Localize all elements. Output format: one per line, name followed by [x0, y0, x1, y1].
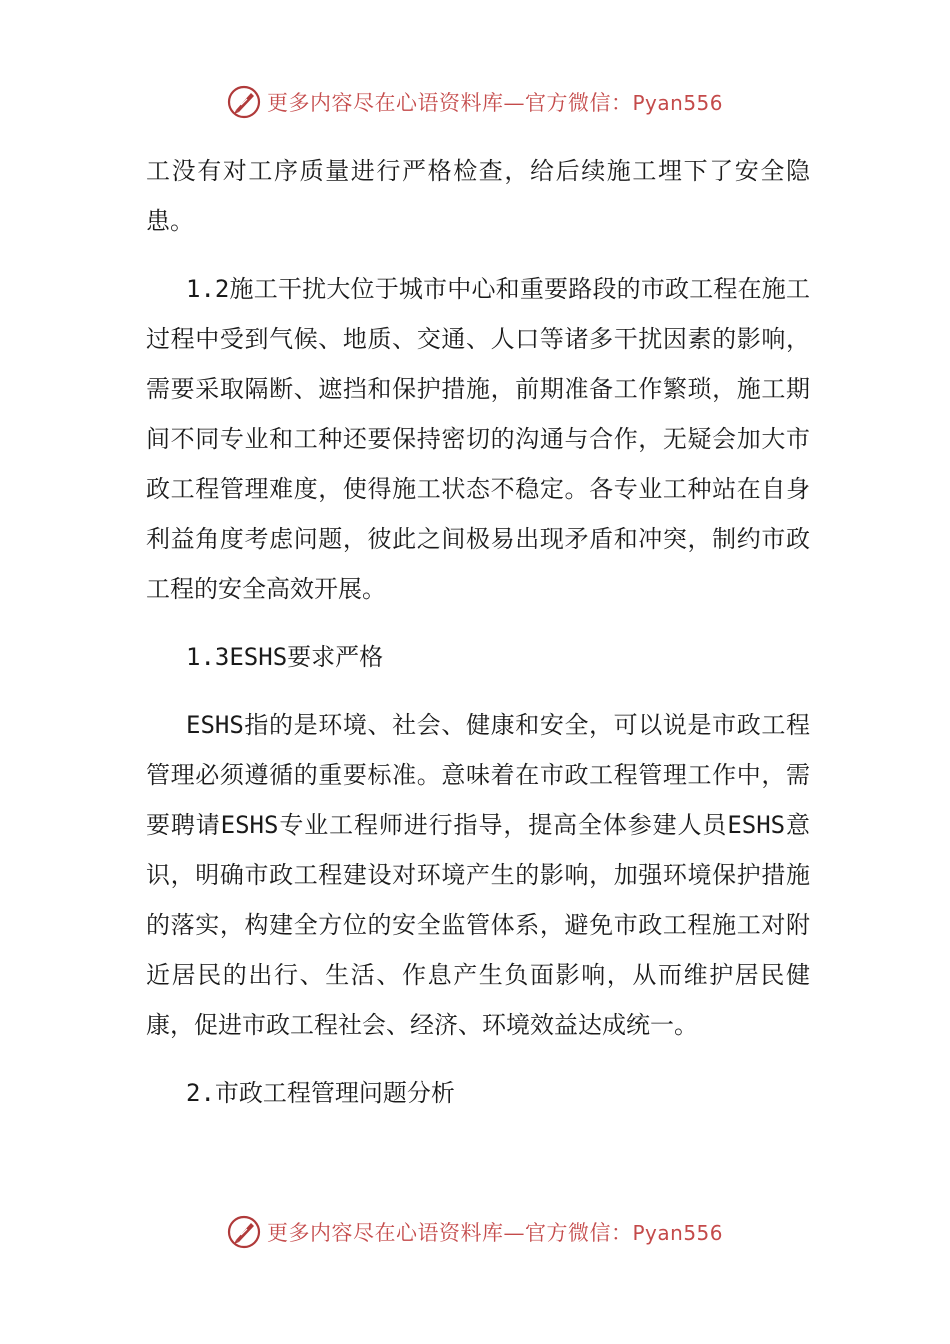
paragraph-1-2: 1.2施工干扰大位于城市中心和重要路段的市政工程在施工过程中受到气候、地质、交通、人口等诸多干扰因素的影响，需要采取隔断、遮挡和保护措施，前期准备工作繁琐，施工期间不同专业和工种还要保持密切的沟通与合作，无疑会加大市政工程管理难度，使得施工状态不稳定。各专业工种站在自身利益角度考虑问题，彼此之间极易出现矛盾和冲突，制约市政工程的安全高效开展。 [146, 275, 810, 603]
watermark-text: 更多内容尽在心语资料库—官方微信：Pyan556 [266, 91, 723, 115]
watermark-text: 更多内容尽在心语资料库—官方微信：Pyan556 [266, 1221, 723, 1245]
quill-logo-icon [227, 1215, 261, 1249]
document-body [146, 146, 810, 1118]
watermark-handle: Pyan556 [632, 1221, 723, 1245]
section-heading-2: 2.市政工程管理问题分析 [186, 1079, 455, 1107]
paragraph-continued: 工没有对工序质量进行严格检查，给后续施工埋下了安全隐患。 [146, 157, 810, 235]
quill-logo-icon [227, 85, 261, 119]
watermark-handle: Pyan556 [632, 91, 723, 115]
paragraph-eshs: ESHS指的是环境、社会、健康和安全，可以说是市政工程管理必须遵循的重要标准。意味着在市政工程管理工作中，需要聘请ESHS专业工程师进行指导，提高全体参建人员ESHS意识，明确市政工程建设对环境产生的影响，加强环境保护措施的落实，构建全方位的安全监管体系，避免市政工程施工对附近居民的出行、生活、作息产生负面影响，从而维护居民健康，促进市政工程社会、经济、环境效益达成统一。 [146, 711, 810, 1039]
header-watermark [0, 80, 950, 124]
footer-watermark [0, 1210, 950, 1254]
section-heading-1-3: 1.3ESHS要求严格 [186, 643, 384, 671]
